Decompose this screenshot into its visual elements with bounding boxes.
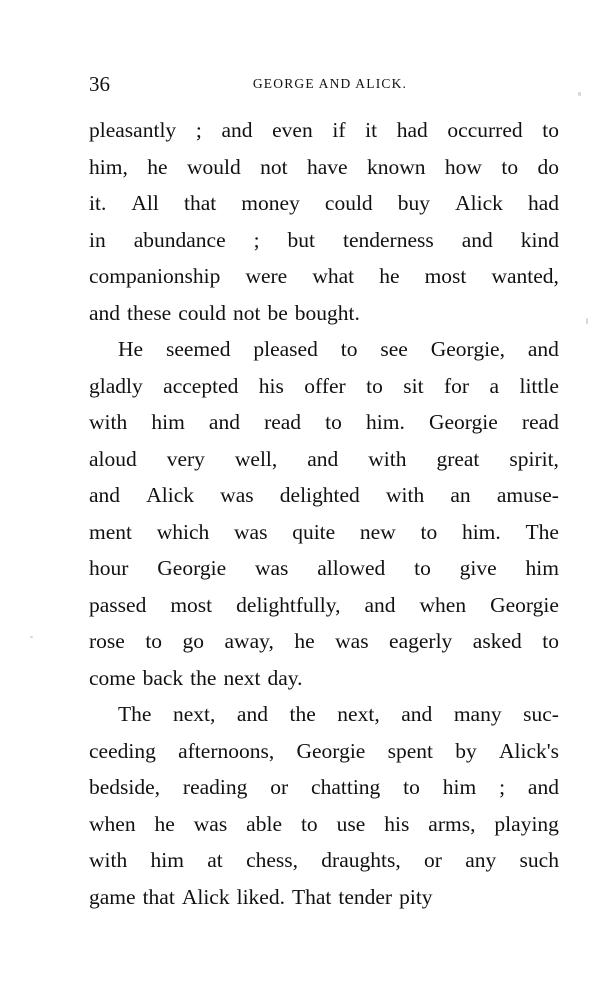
text-line: in abundance ; but tenderness and kind: [89, 227, 559, 252]
page-number: 36: [89, 72, 110, 96]
text-line: when he was able to use his arms, playing: [89, 811, 559, 836]
paper-speck: [578, 92, 581, 96]
text-line: hour Georgie was allowed to give him: [89, 556, 559, 580]
running-title: GEORGE AND ALICK.: [252, 76, 408, 91]
body-text: [89, 112, 559, 915]
text-line: The next, and the next, and many suc-: [118, 702, 559, 726]
paper-speck: [30, 636, 33, 638]
text-line: companionship were what he most wanted,: [89, 264, 559, 288]
text-line: aloud very well, and with great spirit,: [89, 446, 559, 471]
text-line: game that Alick liked. That tender pity: [89, 884, 433, 909]
paper-speck: [586, 318, 588, 324]
text-line: come back the next day.: [89, 665, 303, 690]
text-line: gladly accepted his offer to sit for a little: [89, 373, 559, 398]
text-line: pleasantly ; and even if it had occurred to: [89, 118, 559, 142]
text-line: and these could not be bought.: [89, 300, 360, 325]
paragraph: [89, 331, 559, 696]
text-line: with him at chess, draughts, or any such: [89, 848, 559, 872]
paragraph: [89, 112, 559, 331]
text-line: ment which was quite new to him. The: [89, 519, 559, 544]
running-head: [89, 72, 559, 96]
text-line: passed most delightfully, and when Georgie: [89, 592, 559, 617]
text-line: him, he would not have known how to do: [89, 154, 559, 179]
text-line: ceeding afternoons, Georgie spent by Alick's: [89, 738, 559, 763]
text-line: and Alick was delighted with an amuse-: [89, 483, 559, 507]
text-line: He seemed pleased to see Georgie, and: [118, 337, 559, 361]
text-line: rose to go away, he was eagerly asked to: [89, 629, 559, 653]
text-line: with him and read to him. Georgie read: [89, 410, 559, 434]
paragraph: [89, 696, 559, 915]
text-line: it. All that money could buy Alick had: [89, 191, 559, 215]
text-line: bedside, reading or chatting to him ; and: [89, 775, 559, 799]
